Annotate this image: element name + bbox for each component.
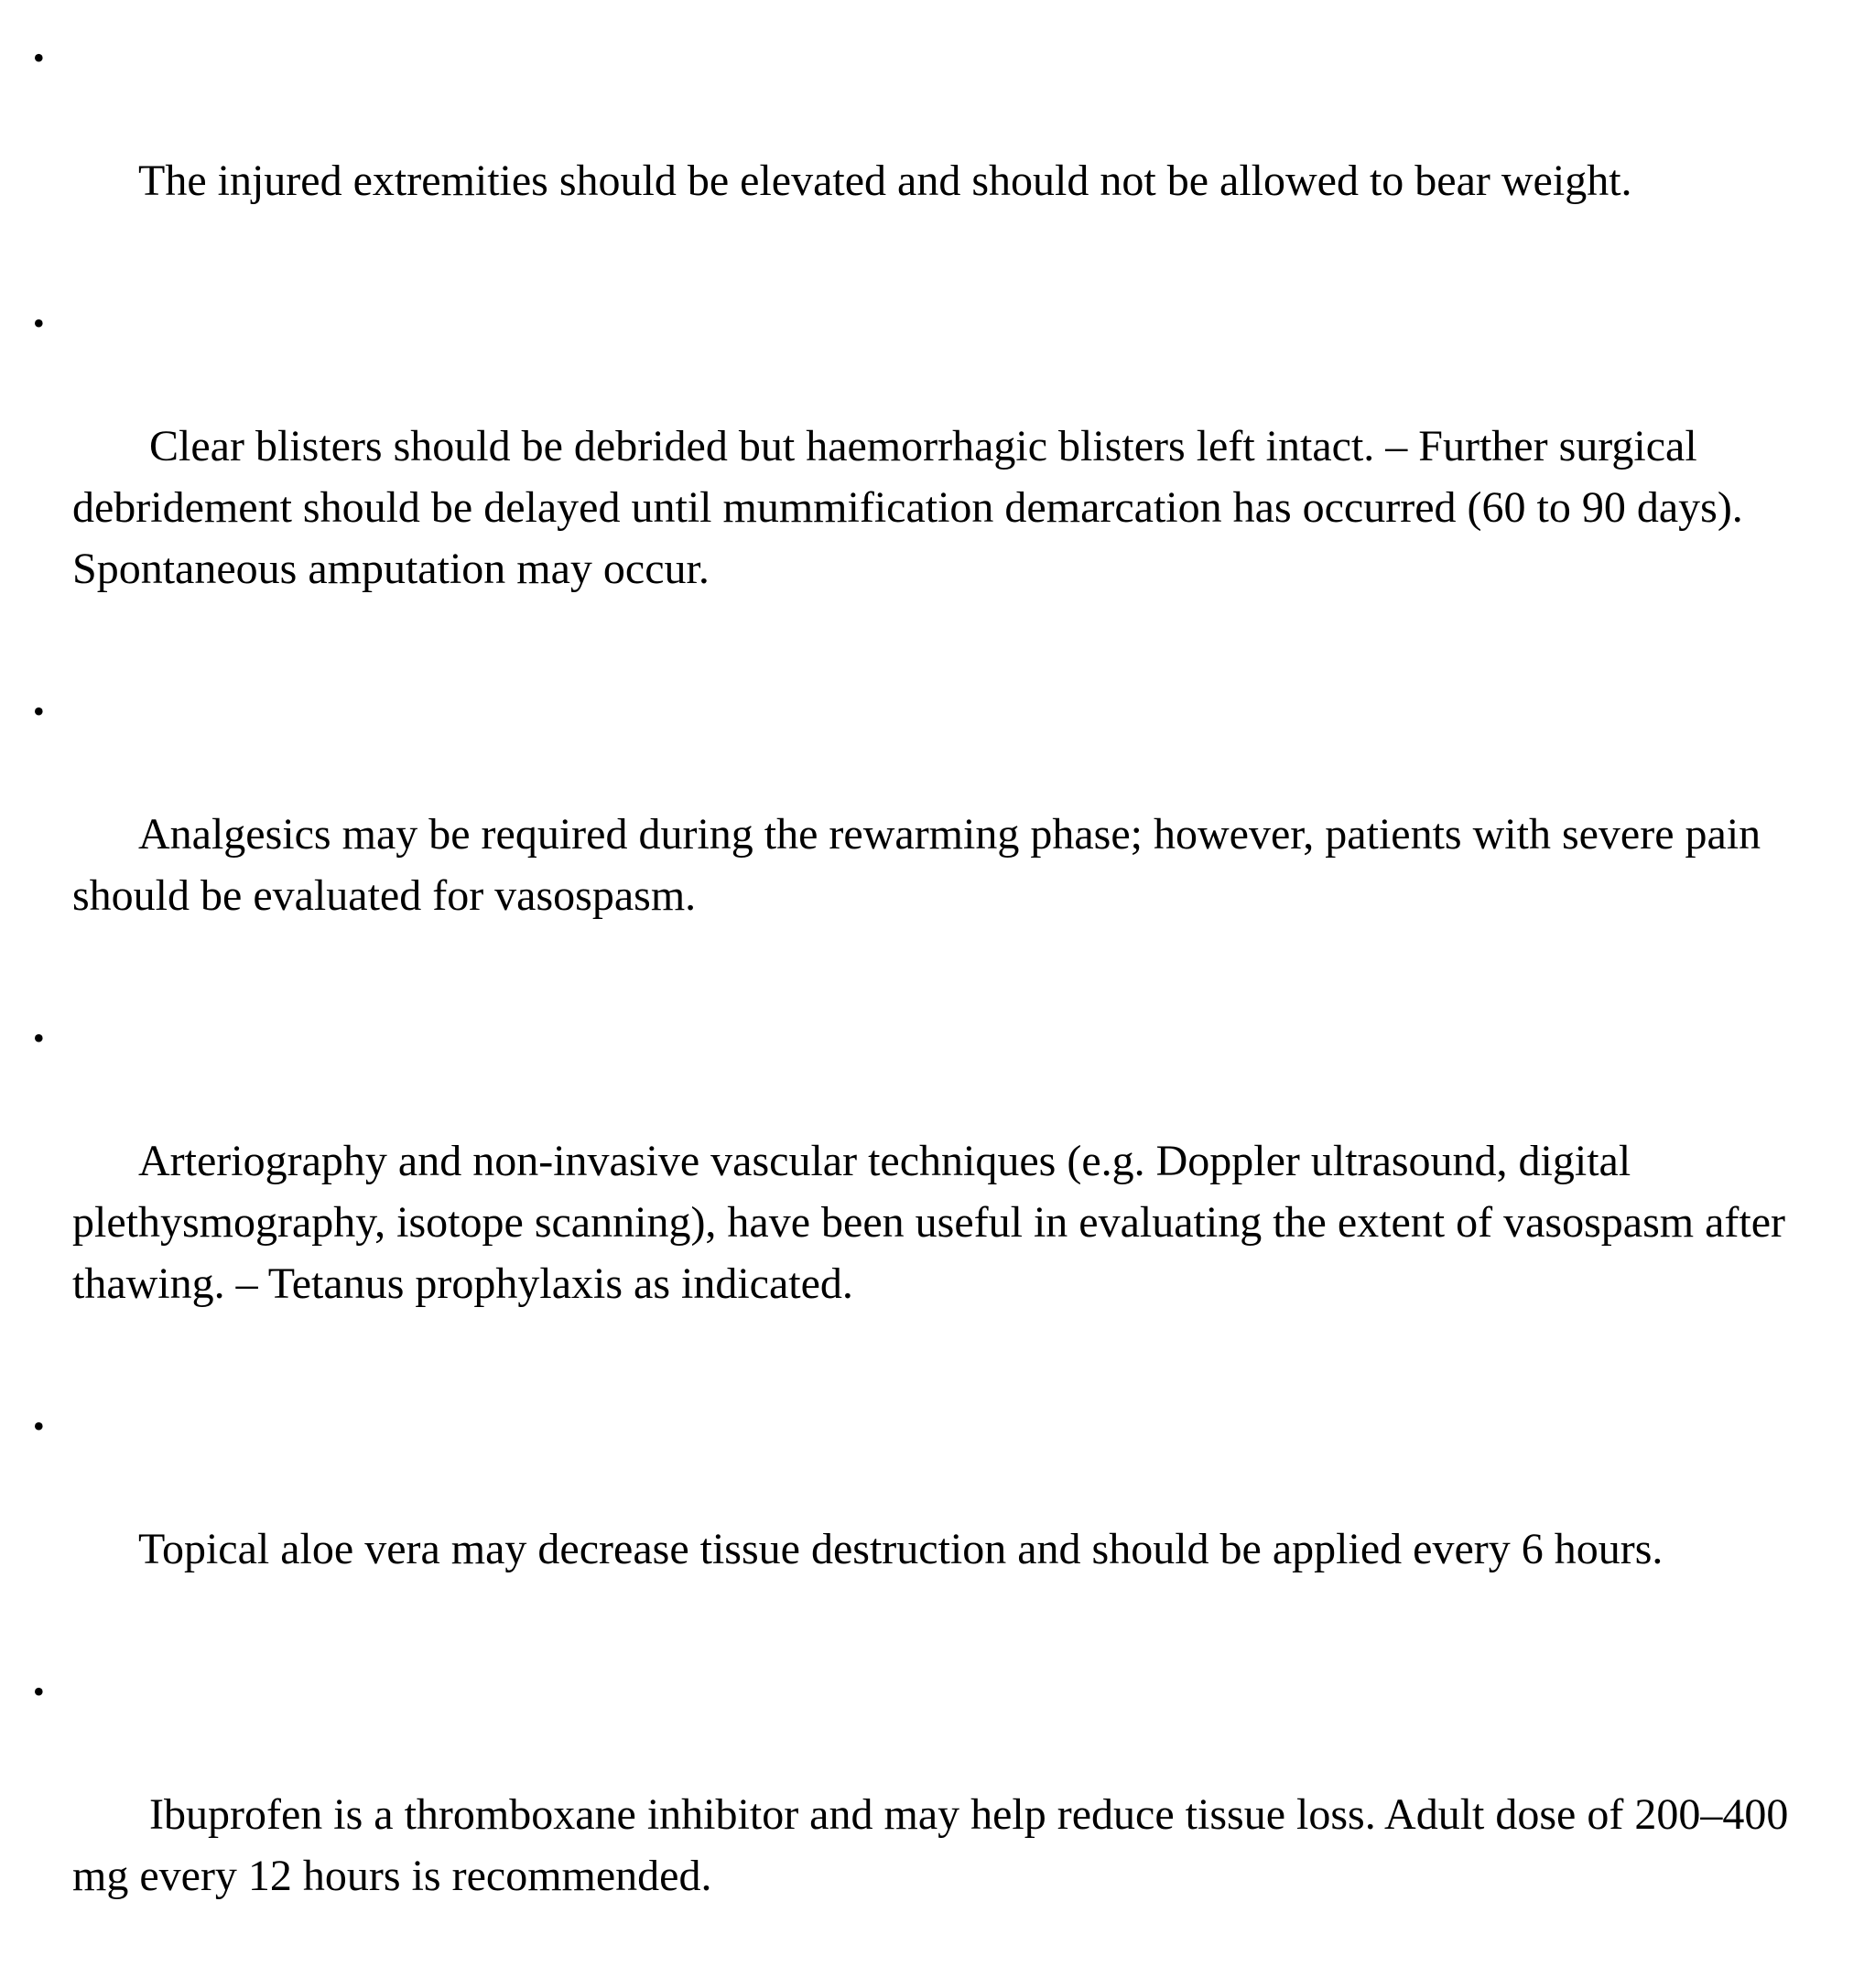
bullet-text: Arteriography and non-invasive vascular techniques (e.g. Doppler ultrasound, digital plethysmography, isotope scanning), have been useful in evaluating the extent of vasospasm after thawing. – Tetanus prophylaxis as indicated.	[72, 1137, 1797, 1308]
bullet-item-analgesics	[33, 681, 1855, 988]
bullet-icon: •	[33, 1408, 45, 1444]
bullet-item-arteriography	[33, 1008, 1855, 1376]
bullet-icon: •	[33, 1020, 45, 1056]
bullet-item-elevation	[33, 27, 1855, 273]
bullet-item-blisters	[33, 293, 1855, 661]
bullet-item-aloe-vera	[33, 1396, 1855, 1641]
bullet-text: Analgesics may be required during the rewarming phase; however, patients with severe pain should be evaluated for vasospasm.	[72, 810, 1772, 920]
bullet-text: Clear blisters should be debrided but haemorrhagic blisters left intact. – Further surgical debridement should be delayed until mummification demarcation has occurred (60 to 90 days). Spontaneous amputation may occur.	[72, 422, 1754, 593]
bullet-text: Topical aloe vera may decrease tissue destruction and should be applied every 6 hours.	[138, 1525, 1664, 1573]
bullet-item-ibuprofen	[33, 1661, 1855, 1968]
bullet-list	[33, 27, 1855, 1988]
bullet-icon: •	[33, 39, 45, 76]
bullet-text: Ibuprofen is a thromboxane inhibitor and may help reduce tissue loss. Adult dose of 200–400 mg every 12 hours is recommended.	[72, 1790, 1800, 1900]
bullet-icon: •	[33, 693, 45, 729]
bullet-icon: •	[33, 1673, 45, 1710]
bullet-icon: •	[33, 305, 45, 341]
bullet-text: The injured extremities should be elevated and should not be allowed to bear weight.	[138, 157, 1632, 205]
